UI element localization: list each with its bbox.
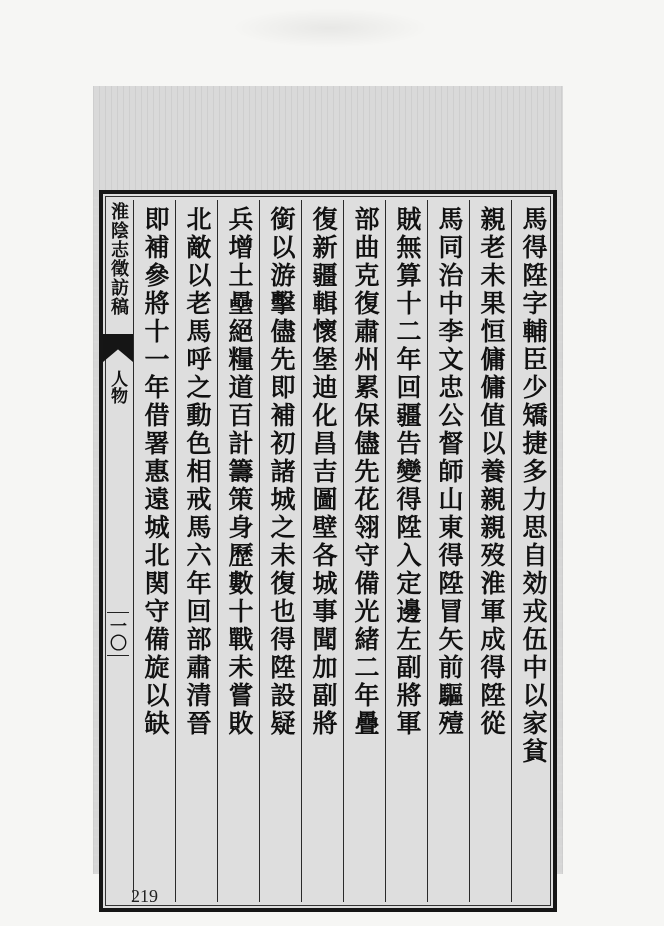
column-divider [469,200,470,902]
column-divider [427,200,428,902]
text-column-9: 北敵以老馬呼之動色相戒馬六年回部肅清晉 [183,206,212,738]
column-divider [217,200,218,902]
book-title: 淮陰志徵訪稿 [108,202,129,316]
column-divider [133,200,134,902]
text-column-7: 銜以游擊儘先即補初諸城之未復也得陞設疑 [267,206,296,738]
folio-number: 一〇 [107,612,129,656]
scanned-page [93,86,563,874]
fishtail-mark-icon [103,334,133,362]
bleed-through-shadow [230,8,430,48]
column-divider [301,200,302,902]
section-label: 人物 [107,370,127,404]
text-column-2: 親老未果恒傭傭值以養親親歿淮軍成得陞從 [477,206,506,738]
text-column-4: 賊無算十二年回疆告變得陞入定邊左副將軍 [393,206,422,738]
upper-margin [93,86,563,190]
page-number: 219 [131,886,158,906]
text-column-1: 馬得陞字輔臣少矯捷多力思自効戎伍中以家貧 [519,206,548,766]
center-spine [103,194,133,908]
column-divider [385,200,386,902]
text-frame [99,190,557,912]
text-column-10: 即補參將十一年借署惠遠城北関守備旋以缺 [141,206,170,738]
text-column-5: 部曲克復肅州累保儘先花翎守備光緒二年疊 [351,206,380,738]
column-divider [259,200,260,902]
text-column-6: 復新疆輯懷堡迪化昌吉圖壁各城事聞加副將 [309,206,338,738]
column-divider [175,200,176,902]
text-column-8: 兵增土壘絕糧道百計籌策身歷數十戰未嘗敗 [225,206,254,738]
column-divider [511,200,512,902]
column-divider [343,200,344,902]
text-column-3: 馬同治中李文忠公督師山東得陞冒矢前驅殪 [435,206,464,738]
